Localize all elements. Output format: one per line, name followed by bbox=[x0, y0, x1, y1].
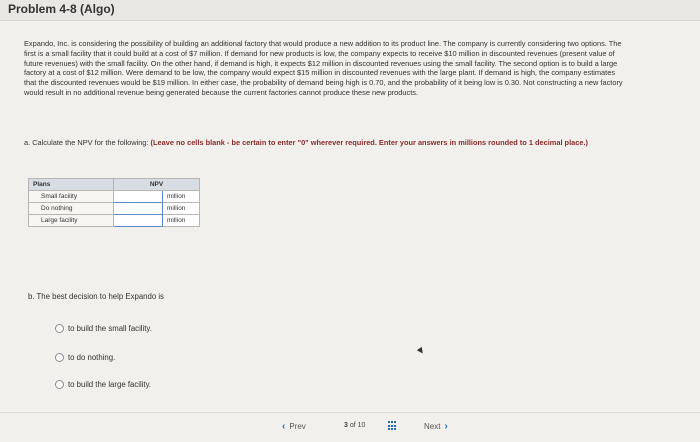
radio-button[interactable] bbox=[55, 353, 64, 362]
npv-input-large-facility[interactable] bbox=[114, 215, 163, 227]
next-button[interactable] bbox=[424, 421, 448, 432]
problem-header bbox=[0, 0, 700, 21]
option-label: to build the large facility. bbox=[68, 380, 152, 389]
npv-input-small-facility[interactable] bbox=[114, 191, 163, 203]
current-page: 3 bbox=[344, 422, 348, 429]
chevron-left-icon: ‹ bbox=[282, 421, 286, 432]
grid-icon[interactable] bbox=[388, 421, 398, 431]
mouse-pointer-icon bbox=[417, 347, 425, 355]
option-do-nothing[interactable] bbox=[55, 353, 115, 362]
unit-label: million bbox=[163, 203, 200, 215]
table-row bbox=[29, 203, 200, 215]
prev-label: Prev bbox=[289, 422, 306, 431]
radio-button[interactable] bbox=[55, 324, 64, 333]
question-a bbox=[24, 138, 624, 148]
option-label: to build the small facility. bbox=[68, 324, 152, 333]
total-pages: 10 bbox=[357, 422, 366, 429]
question-b-text: b. The best decision to help Expando is bbox=[28, 292, 164, 301]
table-row bbox=[29, 191, 200, 203]
question-a-prefix: a. Calculate the NPV for the following: bbox=[24, 138, 151, 147]
plan-label bbox=[29, 203, 114, 215]
option-large-facility[interactable] bbox=[55, 380, 151, 389]
unit-label: million bbox=[163, 191, 200, 203]
option-small-facility[interactable] bbox=[55, 324, 152, 333]
problem-description: Expando, Inc. is considering the possibility of building an additional factory that would produce a new addition to its product line. The company is currently considering two options. The first is a small facility that it could build at a cost of $7 million. If demand for new products is low, the company expects to receive $10 million in discounted revenues (present value of future revenues) with the small facility. On the other hand, if demand is high, it expects $12 million in discounted revenues using the small facility. The second option is to build a large factory at a cost of $12 million. Were demand to be low, the company would expect $15 million in discounted revenues with the large plant. If demand is high, the company estimates that the discounted revenues would be $19 million. In either case, the probability of demand being high is 0.70, and the probability of it being low is 0.30. Not constructing a new factory would result in no additional revenue being generated because the current factories cannot produce these new products. bbox=[24, 39, 623, 97]
npv-input-do-nothing[interactable] bbox=[114, 203, 163, 215]
plan-label-text: Small facility bbox=[41, 193, 78, 200]
next-label: Next bbox=[424, 422, 441, 431]
plan-label bbox=[29, 215, 114, 227]
option-label: to do nothing. bbox=[68, 353, 116, 362]
problem-title: Problem 4-8 (Algo) bbox=[8, 2, 115, 16]
of-label: of bbox=[349, 422, 356, 429]
plan-label-text: Large facility bbox=[41, 217, 78, 224]
page-indicator bbox=[344, 422, 365, 429]
plan-label bbox=[29, 191, 114, 203]
plan-label-text: Do nothing bbox=[41, 205, 73, 212]
radio-button[interactable] bbox=[55, 380, 64, 389]
navigation-footer bbox=[0, 412, 700, 442]
unit-label: million bbox=[163, 215, 200, 227]
question-a-instruction: (Leave no cells blank - be certain to enter "0" wherever required. Enter your answers in millions rounded to 1 decimal place.) bbox=[150, 138, 588, 147]
prev-button[interactable] bbox=[282, 421, 306, 432]
table-header-row bbox=[29, 179, 200, 191]
table-row bbox=[29, 215, 200, 227]
chevron-right-icon: › bbox=[444, 421, 448, 432]
npv-table bbox=[28, 178, 200, 227]
column-header-plans: Plans bbox=[29, 179, 114, 191]
column-header-npv: NPV bbox=[114, 179, 200, 191]
